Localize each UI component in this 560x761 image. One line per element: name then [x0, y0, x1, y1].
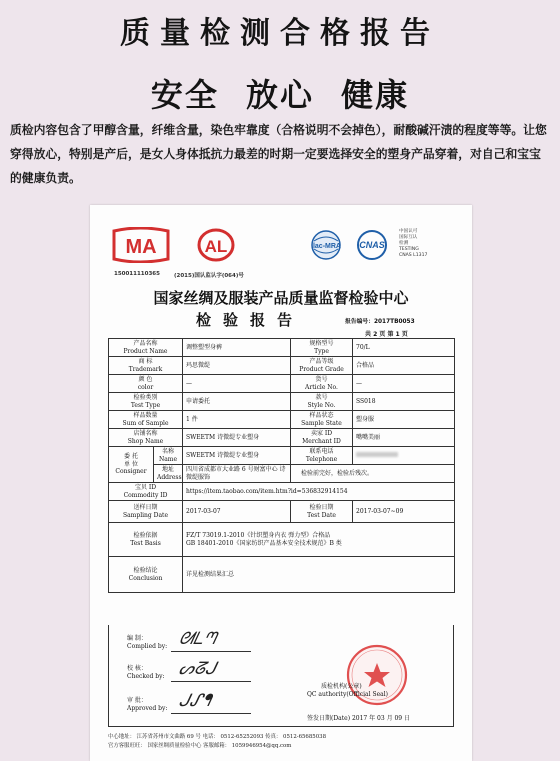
table-row: 委 托 单 位 Consigner 名称 Name SWEETM 诗微缇专业塑身 联系电话 Telephone	[109, 447, 455, 465]
svg-text:AL: AL	[204, 237, 228, 256]
intro-text: 质检内容包含了甲醇含量，纤维含量，染色牢靠度（合格说明不会掉色），耐酸碱汗渍的程度等等。让您穿得放心，特别是产后，是女人身体抵抗力最差的时期一定要选择安全的塑身产品穿着，对自己和宝宝的健康负责。	[10, 123, 547, 185]
signature-block	[108, 625, 454, 727]
table-row: 送样日期 Sampling Date 2017-03-07 检验日期 Test Date 2017-03-07~09	[109, 501, 455, 523]
consigner-address-value: 四川省成都市大业路 6 号财富中心 诗微缇服饰	[183, 465, 291, 483]
cnas-logo-icon	[352, 229, 392, 261]
shop-value: SWEETM 诗微缇专业塑身	[183, 429, 291, 447]
table-row: 检验依据 Test Basis FZ/T 73019.1-2010《针织塑身内衣 弹力型》合格品 GB 18401-2010《国家纺织产品基本安全技术规范》B 类	[109, 523, 455, 557]
signature-compiler: ᘛᒪᘉ	[176, 629, 218, 649]
table-row: 地址 Address 四川省成都市大业路 6 号财富中心 诗微缇服饰 检验前完好，检验后残次。	[109, 465, 455, 483]
compiled-by: 编 制： Complied by:	[127, 635, 168, 650]
inspection-report	[90, 205, 472, 761]
test-type-value: 申请委托	[183, 393, 291, 411]
signature-checker: ᔕᘔᒍ	[176, 659, 218, 679]
subline: 安全 放心 健康	[150, 76, 410, 114]
table-row: 产品名称 Product Name 调整塑型身裤 规格型号 Type 70/L	[109, 339, 455, 357]
signature-approver: ᒍᔑᖳ	[176, 691, 213, 711]
svg-text:MA: MA	[125, 236, 157, 258]
page-count: 共 2 页 第 1 页	[365, 331, 408, 338]
conclusion-value: 详见检测结果汇总	[183, 557, 455, 593]
style-value: SS018	[353, 393, 455, 411]
checked-by: 校 核： Checked by:	[127, 665, 165, 680]
report-table	[108, 338, 455, 593]
report-number: 报告编号：2017TB0053	[345, 319, 415, 325]
cma-caption: 150011110365	[114, 271, 160, 277]
table-row: 店铺名称 Shop Name SWEETM 诗微缇专业塑身 卖家 ID Merchant ID 嘴嘴美丽	[109, 429, 455, 447]
commodity-link: https://item.taobao.com/item.htm?id=536832914154	[183, 483, 455, 501]
blurred-phone	[356, 452, 398, 457]
ilac-mra-logo-icon	[306, 229, 346, 261]
approved-by: 审 批： Approved by:	[127, 697, 168, 712]
issue-date: 签发日期(Date) 2017 年 03 月 09 日	[307, 715, 411, 722]
report-footer: 中心地址： 江苏省苏州市文曲路 69 号 电话： 0512-65252093 传真： 0512-65685038 官方客服旺旺： 国家丝绸质量检验中心 客服邮箱： 1059946954@qq.com	[108, 734, 327, 749]
sample-note-value: 检验前完好，检验后残次。	[291, 465, 455, 483]
report-title: 检验报告	[195, 311, 304, 329]
table-row: 检验结论 Conclusion 详见检测结果汇总	[109, 557, 455, 593]
sampling-date-value: 2017-03-07	[183, 501, 291, 523]
headline: 质量检测合格报告	[120, 16, 440, 51]
test-date-value: 2017-03-07~09	[353, 501, 455, 523]
svg-text:ilac-MRA: ilac-MRA	[311, 243, 341, 250]
sample-state-value: 塑身服	[353, 411, 455, 429]
center-name: 国家丝绸及服装产品质量监督检验中心	[153, 289, 409, 307]
grade-value: 合格品	[353, 357, 455, 375]
table-row: 检验类别 Test Type 申请委托 款号 Style No. SS018	[109, 393, 455, 411]
product-name-value: 调整塑型身裤	[183, 339, 291, 357]
table-row: 宝贝 ID Commodity ID https://item.taobao.com/item.htm?id=536832914154	[109, 483, 455, 501]
table-row: 样品数量 Sum of Sample 1 件 样品状态 Sample State 塑身服	[109, 411, 455, 429]
table-row: 颜 色 color — 货号 Article No. —	[109, 375, 455, 393]
qc-authority: 质检机构(公章) QC authority(Official Seal)	[307, 683, 388, 698]
cma-logo-icon	[110, 227, 172, 263]
sample-sum-value: 1 件	[183, 411, 291, 429]
cal-caption: (2015)国认监认字(064)号	[174, 273, 244, 279]
color-value: —	[183, 375, 291, 393]
cal-logo-icon	[196, 227, 236, 263]
phone-value	[353, 447, 455, 465]
consigner-name-value: SWEETM 诗微缇专业塑身	[183, 447, 291, 465]
sign-line	[171, 651, 251, 652]
trademark-value: 玛思微缇	[183, 357, 291, 375]
certification-logos	[110, 227, 455, 285]
sign-line	[171, 681, 251, 682]
svg-text:CNAS: CNAS	[359, 240, 385, 250]
cnas-text: 中国认可 国际互认 检测 TESTING CNAS L1317	[399, 229, 428, 258]
article-value: —	[353, 375, 455, 393]
merchant-value: 嘴嘴美丽	[353, 429, 455, 447]
spec-value: 70/L	[353, 339, 455, 357]
table-row: 商 标 Trademark 玛思微缇 产品等级 Product Grade 合格品	[109, 357, 455, 375]
sign-line	[171, 713, 251, 714]
test-basis-value: FZ/T 73019.1-2010《针织塑身内衣 弹力型》合格品 GB 18401-2010《国家纺织产品基本安全技术规范》B 类	[183, 523, 455, 557]
